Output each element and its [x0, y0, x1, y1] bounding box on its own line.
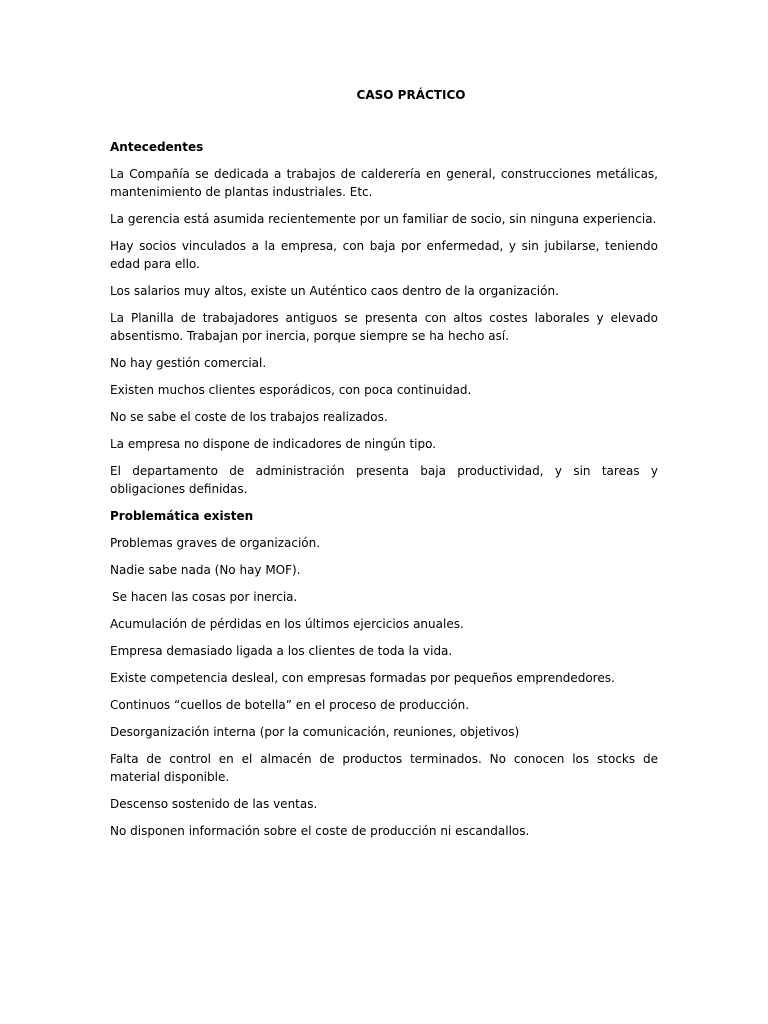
- paragraph: Desorganización interna (por la comunicación, reuniones, objetivos): [110, 725, 520, 739]
- paragraph: No hay gestión comercial.: [110, 356, 267, 370]
- paragraph: La gerencia está asumida recientemente por un familiar de socio, sin ninguna experiencia.: [110, 212, 657, 226]
- section-problematica: [110, 507, 658, 840]
- section-heading: Problemática existen: [110, 509, 254, 523]
- paragraph: El departamento de administración presenta baja productividad, y sin tareas y obligaciones definidas.: [110, 464, 658, 496]
- paragraph: Descenso sostenido de las ventas.: [110, 797, 318, 811]
- paragraph: Empresa demasiado ligada a los clientes de toda la vida.: [110, 644, 453, 658]
- section-antecedentes: [110, 138, 658, 498]
- paragraph: Existen muchos clientes esporádicos, con poca continuidad.: [110, 383, 472, 397]
- paragraph: Nadie sabe nada (No hay MOF).: [110, 563, 301, 577]
- paragraph: No disponen información sobre el coste de producción ni escandallos.: [110, 824, 530, 838]
- paragraph: No se sabe el coste de los trabajos realizados.: [110, 410, 388, 424]
- section-heading: Antecedentes: [110, 140, 204, 154]
- paragraph: La Planilla de trabajadores antiguos se presenta con altos costes laborales y elevado absentismo. Trabajan por inercia, porque siempre se ha hecho así.: [110, 311, 658, 343]
- document-title: CASO PRÁCTICO: [356, 88, 466, 102]
- paragraph: Acumulación de pérdidas en los últimos ejercicios anuales.: [110, 617, 464, 631]
- paragraph: Los salarios muy altos, existe un Auténtico caos dentro de la organización.: [110, 284, 559, 298]
- paragraph: Problemas graves de organización.: [110, 536, 321, 550]
- paragraph: Se hacen las cosas por inercia.: [112, 590, 298, 604]
- paragraph: Falta de control en el almacén de productos terminados. No conocen los stocks de material disponible.: [110, 752, 658, 784]
- paragraph: Hay socios vinculados a la empresa, con baja por enfermedad, y sin jubilarse, teniendo edad para ello.: [110, 239, 658, 271]
- paragraph: Continuos “cuellos de botella” en el proceso de producción.: [110, 698, 470, 712]
- paragraph: La empresa no dispone de indicadores de ningún tipo.: [110, 437, 437, 451]
- paragraph: La Compañía se dedicada a trabajos de calderería en general, construcciones metálicas, mantenimiento de plantas industriales. Etc.: [110, 167, 658, 199]
- title-spacing: [110, 104, 658, 138]
- paragraph: Existe competencia desleal, con empresas formadas por pequeños emprendedores.: [110, 671, 615, 685]
